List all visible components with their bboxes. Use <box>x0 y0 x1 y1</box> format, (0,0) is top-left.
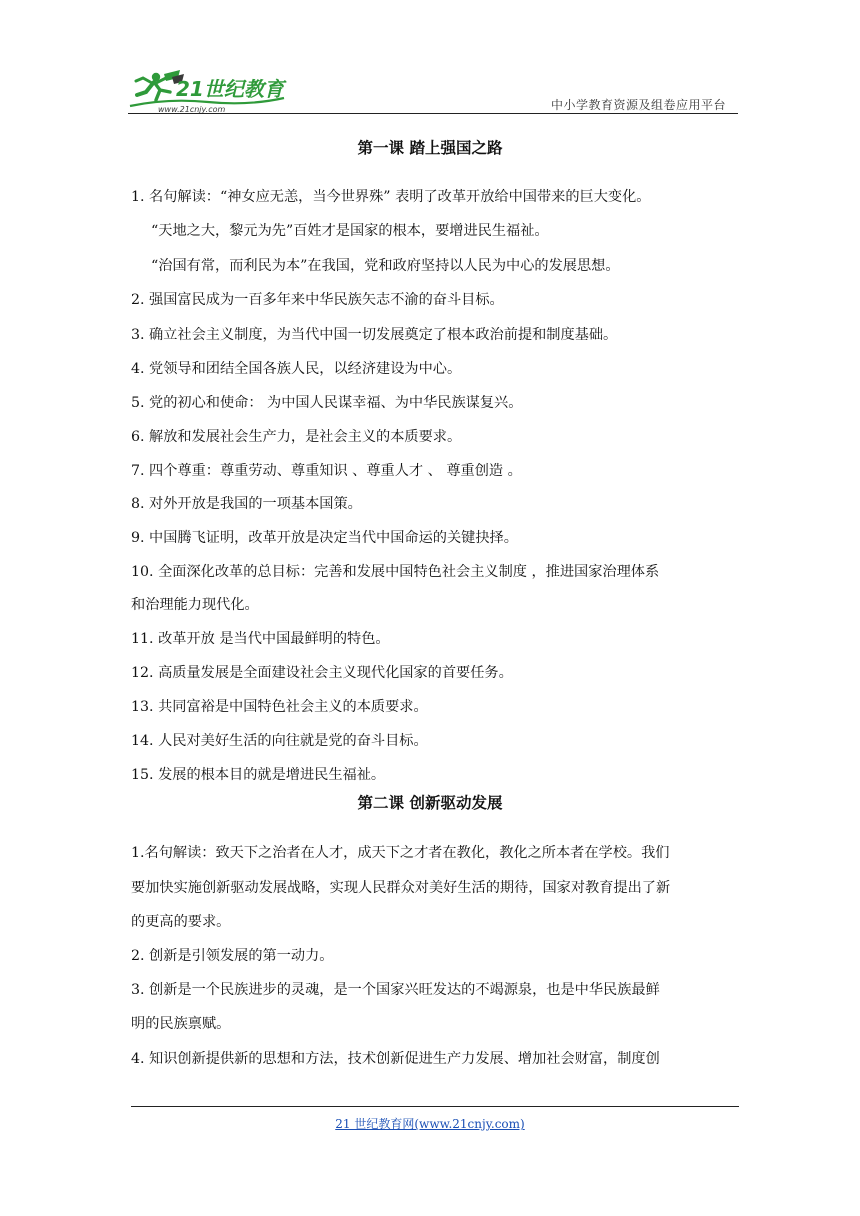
footer-divider <box>131 1106 739 1107</box>
lesson2-line: 2. 创新是引领发展的第一动力。 <box>131 948 334 964</box>
page-header <box>128 62 738 116</box>
lesson1-line: 8. 对外开放是我国的一项基本国策。 <box>131 496 362 512</box>
lesson1-line: 2. 强国富民成为一百多年来中华民族矢志不渝的奋斗目标。 <box>131 292 504 308</box>
logo[interactable] <box>128 68 288 114</box>
logo-wordmark: 21世纪教育 <box>176 77 284 101</box>
platform-name: 中小学教育资源及组卷应用平台 <box>550 98 726 112</box>
lesson2-line: 3. 创新是一个民族进步的灵魂，是一个国家兴旺发达的不竭源泉，也是中华民族最鲜 <box>131 982 660 998</box>
lesson1-line: 15. 发展的根本目的就是增进民生福祉。 <box>131 767 386 783</box>
lesson1-line: 7. 四个尊重：尊重劳动、尊重知识 、尊重人才 、 尊重创造 。 <box>131 463 522 479</box>
lesson1-line: 13. 共同富裕是中国特色社会主义的本质要求。 <box>131 699 428 715</box>
lesson1-line: 1. 名句解读：“神女应无恙，当今世界殊” 表明了改革开放给中国带来的巨大变化。 <box>131 189 651 205</box>
lesson1-line: 12. 高质量发展是全面建设社会主义现代化国家的首要任务。 <box>131 665 513 681</box>
lesson1-line: 3. 确立社会主义制度，为当代中国一切发展奠定了根本政治前提和制度基础。 <box>131 327 618 343</box>
lesson2-line: 的更高的要求。 <box>131 914 231 930</box>
lesson1-line: 6. 解放和发展社会生产力，是社会主义的本质要求。 <box>131 429 462 445</box>
lesson2-line: 要加快实施创新驱动发展战略，实现人民群众对美好生活的期待，国家对教育提出了新 <box>131 880 671 896</box>
footer-link[interactable]: 21 世纪教育网(www.21cnjy.com) <box>335 1117 525 1131</box>
logo-url: www.21cnjy.com <box>158 105 226 114</box>
lesson1-line: 和治理能力现代化。 <box>131 597 259 613</box>
runner-logo-icon <box>128 68 288 114</box>
lesson1-line: 4. 党领导和团结全国各族人民，以经济建设为中心。 <box>131 361 462 377</box>
lesson1-line: “天地之大，黎元为先”百姓才是国家的根本，要增进民生福祉。 <box>151 223 549 239</box>
lesson1-line: 5. 党的初心和使命： 为中国人民谋幸福、为中华民族谋复兴。 <box>131 395 523 411</box>
lesson1-line: 14. 人民对美好生活的向往就是党的奋斗目标。 <box>131 733 428 749</box>
lesson1-line: “治国有常，而利民为本”在我国，党和政府坚持以人民为中心的发展思想。 <box>151 258 620 274</box>
header-divider <box>128 113 738 114</box>
lesson1-line: 11. 改革开放 是当代中国最鲜明的特色。 <box>131 631 390 647</box>
lesson2-line: 4. 知识创新提供新的思想和方法，技术创新促进生产力发展、增加社会财富，制度创 <box>131 1051 660 1067</box>
lesson1-line: 10. 全面深化改革的总目标：完善和发展中国特色社会主义制度 ，推进国家治理体系 <box>131 564 660 580</box>
lesson2-line: 1.名句解读：致天下之治者在人才，成天下之才者在教化，教化之所本者在学校。我们 <box>131 845 670 861</box>
lesson1-line: 9. 中国腾飞证明，改革开放是决定当代中国命运的关键抉择。 <box>131 530 518 546</box>
lesson2-line: 明的民族禀赋。 <box>131 1016 231 1032</box>
lesson1-title: 第一课 踏上强国之路 <box>357 139 503 157</box>
lesson2-title: 第二课 创新驱动发展 <box>357 794 503 812</box>
